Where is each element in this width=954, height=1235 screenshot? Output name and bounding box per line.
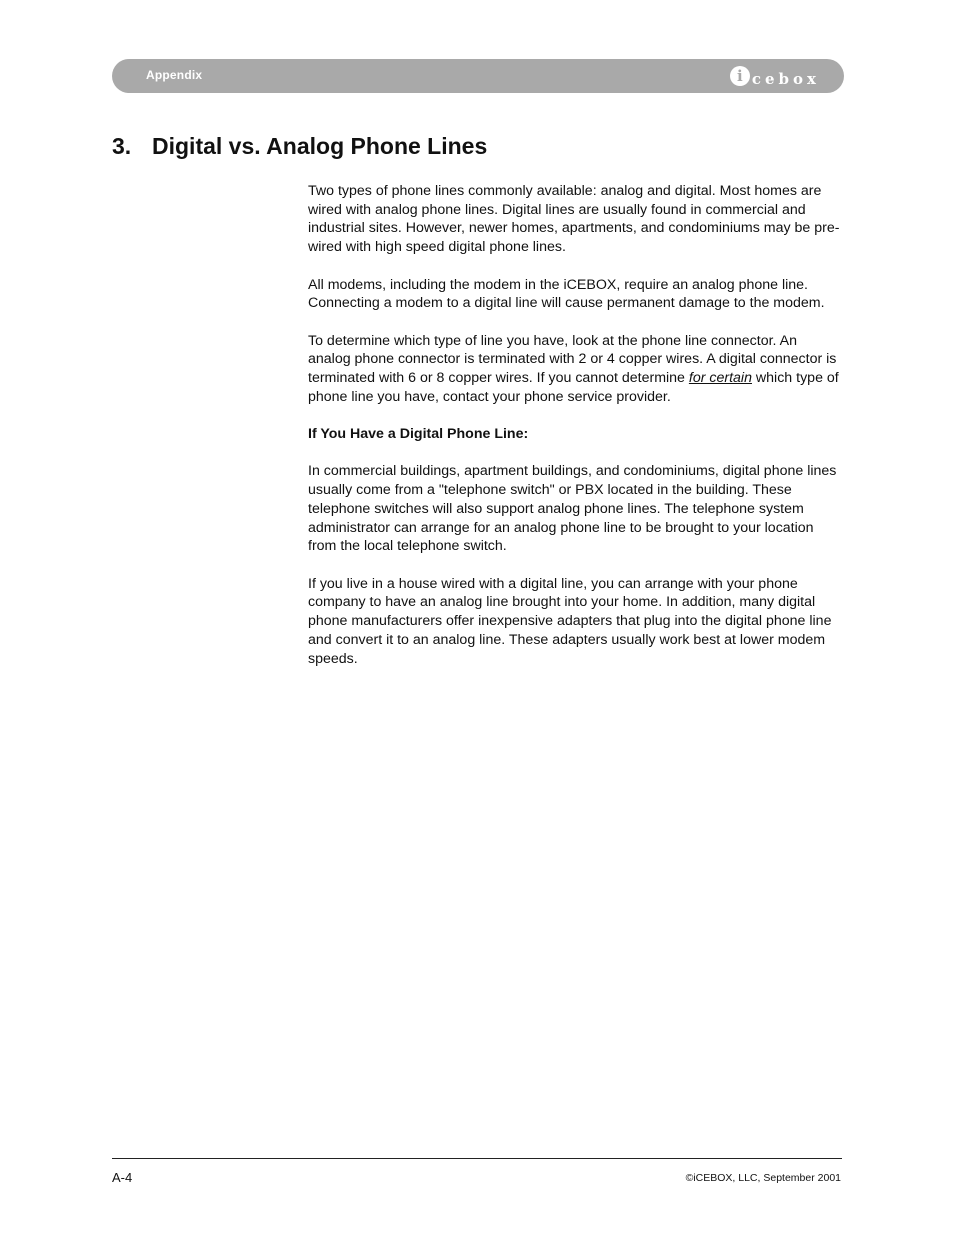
for-certain-link[interactable]: for certain	[688, 370, 752, 386]
paragraph-house-digital-line: If you live in a house wired with a digital line, you can arrange with your phone company to have an analog line brought into your home. In addition, many digital phone manufacturers offer inexpensive adapters that plug into the digital phone line and convert it to an analog line. These adapters usually work best at lower modem speeds.	[308, 575, 832, 667]
body-text	[308, 182, 843, 687]
logo-initial: i	[730, 66, 750, 86]
paragraph-modem-requirement: All modems, including the modem in the iCEBOX, require an analog phone line. Connecting a modem to a digital line will cause permanent damage to the modem.	[308, 276, 825, 312]
page-number: A-4	[112, 1170, 133, 1185]
paragraph-determine-line-end: which type of phone line you have, contact your phone service provider.	[308, 370, 839, 405]
header-bar	[112, 59, 844, 93]
paragraph-types-of-lines: Two types of phone lines commonly available: analog and digital. Most homes are wired with analog phone lines. Digital lines are usually found in commercial and industrial sites. However, newer homes, apartments, and condominiums may be pre-wired with high speed digital phone lines.	[308, 183, 840, 256]
page-title	[112, 133, 487, 160]
logo-text: cebox	[751, 70, 820, 88]
subheading-digital-line: If You Have a Digital Phone Line:	[308, 426, 529, 443]
section-number: 3.	[112, 133, 132, 159]
icebox-logo	[730, 63, 820, 89]
copyright-notice: ©iCEBOX, LLC, September 2001	[685, 1172, 841, 1184]
footer-divider	[112, 1158, 842, 1159]
paragraph-determine-line	[308, 332, 843, 407]
paragraph-commercial-buildings: In commercial buildings, apartment buildings, and condominiums, digital phone lines usually come from a "telephone switch" or PBX located in the building. These telephone switches will also support analog phone lines. The telephone system administrator can arrange for an analog phone line to be brought to your location from the local telephone switch.	[308, 463, 837, 555]
header-section-label: Appendix	[146, 68, 203, 82]
section-title: Digital vs. Analog Phone Lines	[152, 133, 488, 159]
paragraph-determine-line-start: To determine which type of line you have, look at the phone line connector. An analog phone connector is terminated with 2 or 4 copper wires. A digital connector is terminated with 6 or 8 copper wires. If you cannot determine	[308, 332, 837, 386]
